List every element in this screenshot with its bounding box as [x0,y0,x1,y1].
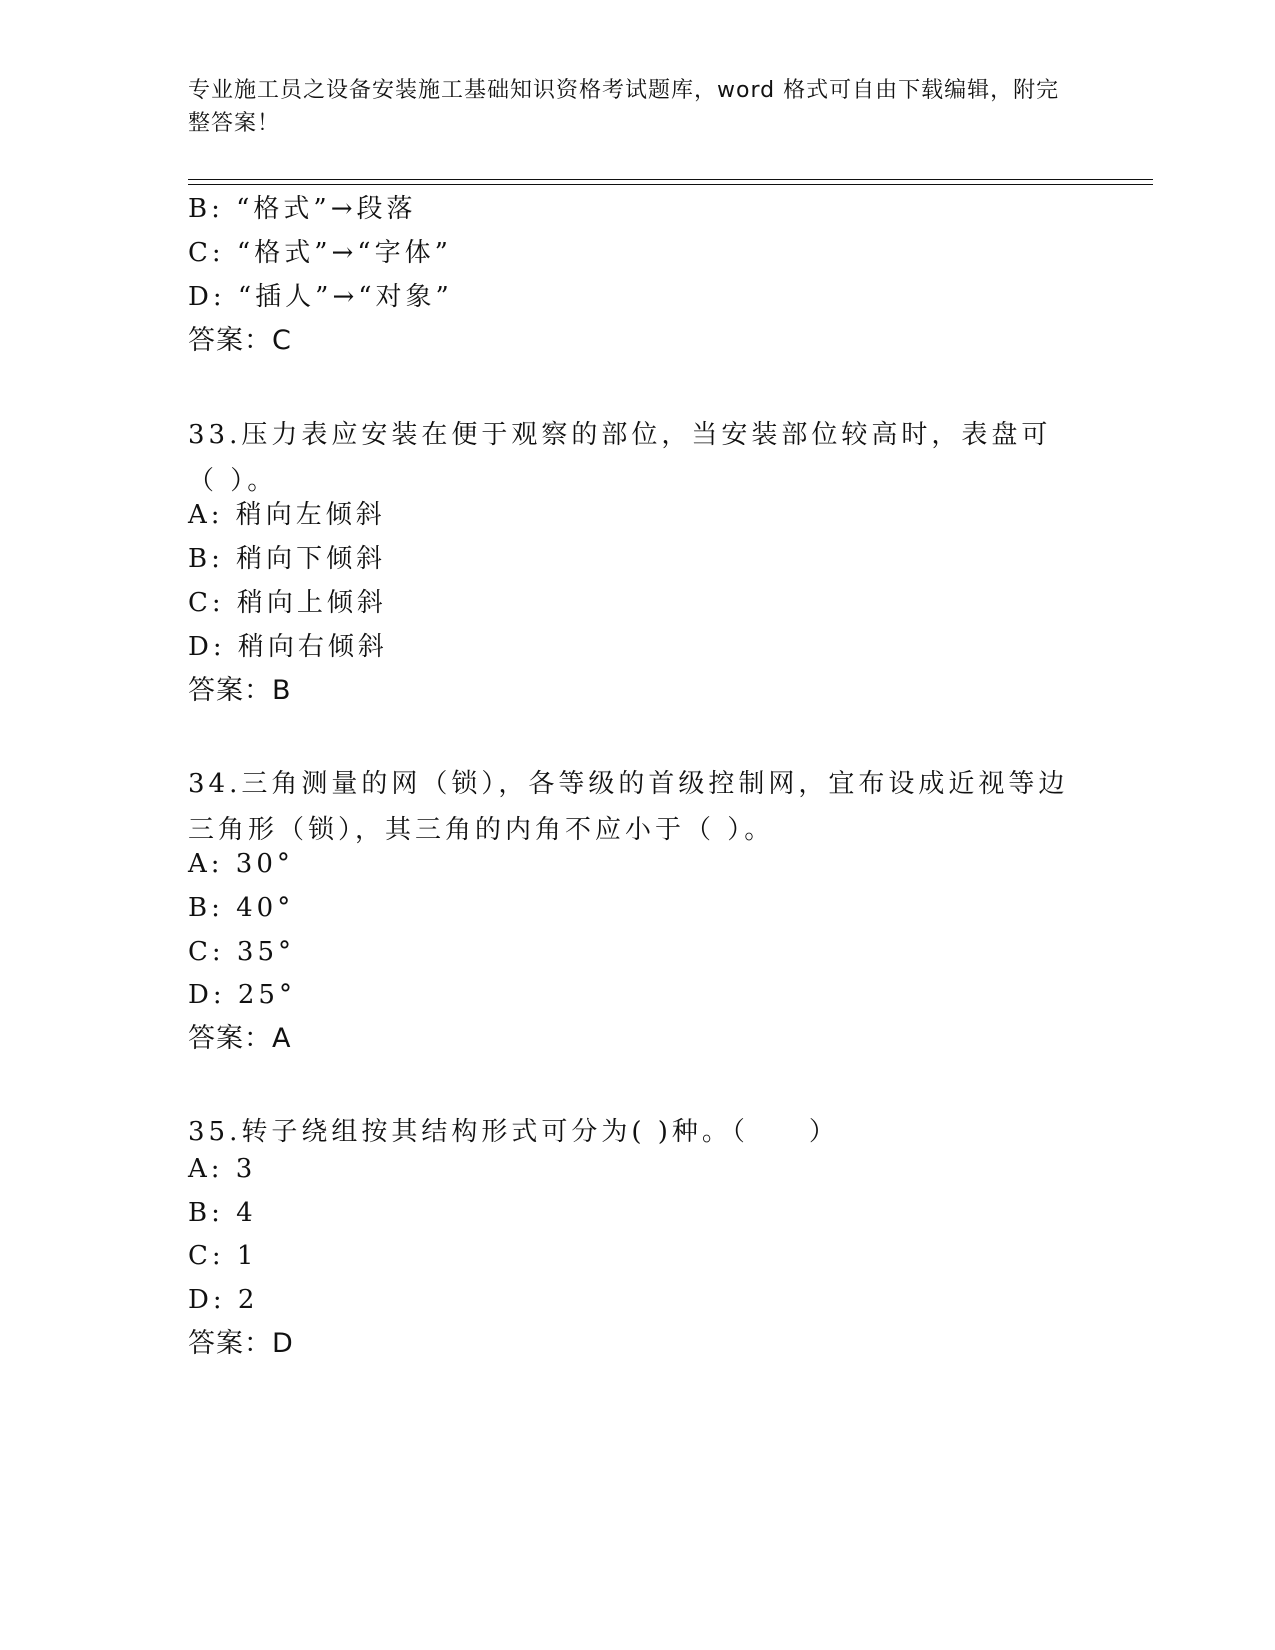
option-a: A: 30° [188,849,294,879]
answer-line: 答案：A [188,1023,292,1054]
option-b: B: 40° [188,893,295,923]
option-d: D: “插人”→“对象” [188,282,453,312]
answer-line: 答案：B [188,675,292,706]
question-33-text: 33.压力表应安装在便于观察的部位，当安装部位较高时，表盘可（ ）。 [188,420,1052,496]
option-b: B: 4 [188,1198,257,1228]
question-35-text: 35.转子绕组按其结构形式可分为( )种。（ ） [188,1117,839,1147]
option-a: A: 3 [188,1154,257,1184]
question-34-text: 34.三角测量的网（锁），各等级的首级控制网，宜布设成近视等边三角形（锁），其三角的内角不应小于（ ）。 [188,769,1069,845]
option-b: B: 稍向下倾斜 [188,544,387,574]
option-c: C: 35° [188,937,296,967]
answer-line: 答案：D [188,1328,294,1359]
option-d: D: 25° [188,980,296,1010]
option-c: C: 稍向上倾斜 [188,588,387,618]
option-d: D: 2 [188,1285,259,1315]
option-c: C: “格式”→“字体” [188,238,452,268]
answer-line: 答案：C [188,325,292,356]
header-divider-bottom [188,184,1153,185]
option-c: C: 1 [188,1241,258,1271]
header-divider-top [188,179,1153,180]
option-d: D: 稍向右倾斜 [188,632,388,662]
document-header: 专业施工员之设备安装施工基础知识资格考试题库，word 格式可自由下载编辑，附完整答案！ [188,78,1060,136]
option-a: A: 稍向左倾斜 [188,500,386,530]
option-b: B: “格式”→段落 [188,194,417,224]
